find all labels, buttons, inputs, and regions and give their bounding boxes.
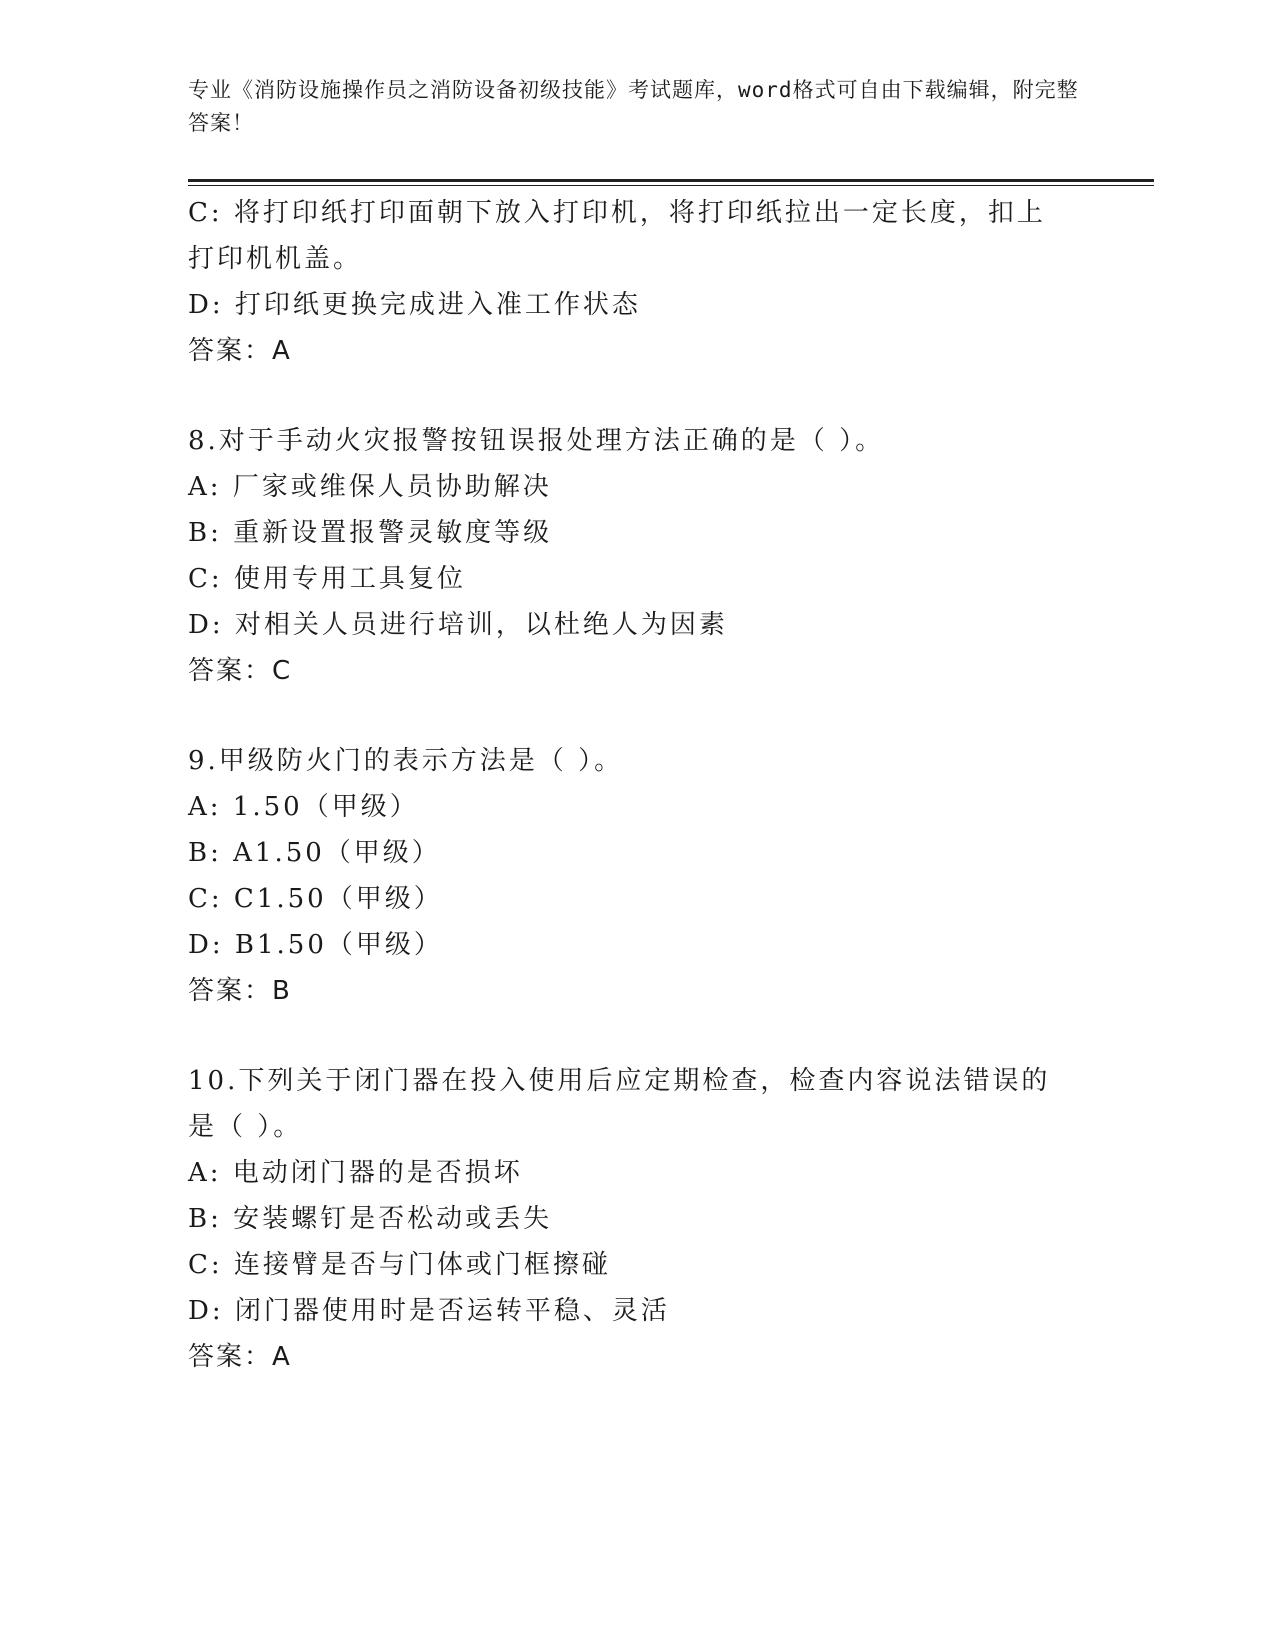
option-c: C: 连接臂是否与门体或门框擦碰 xyxy=(188,1250,611,1280)
option-d: D: B1.50（甲级） xyxy=(188,930,443,960)
answer: 答案：A xyxy=(188,1342,292,1372)
option-b: B: 重新设置报警灵敏度等级 xyxy=(188,518,553,548)
option-c: C: 将打印纸打印面朝下放入打印机，将打印纸拉出一定长度，扣上打印机机盖。 xyxy=(188,198,1046,274)
question-stem: 9.甲级防火门的表示方法是（ ）。 xyxy=(188,746,624,776)
option-b: B: 安装螺钉是否松动或丢失 xyxy=(188,1204,553,1234)
question-stem: 8.对于手动火灾报警按钮误报处理方法正确的是（ ）。 xyxy=(188,426,885,456)
question-10 xyxy=(188,1058,1088,1380)
answer: 答案：A xyxy=(188,336,292,366)
option-d: D: 闭门器使用时是否运转平稳、灵活 xyxy=(188,1296,670,1326)
question-stem: 10.下列关于闭门器在投入使用后应定期检查，检查内容说法错误的是（ ）。 xyxy=(188,1066,1051,1142)
answer: 答案：C xyxy=(188,656,293,686)
page-header: 专业《消防设施操作员之消防设备初级技能》考试题库，word格式可自由下载编辑，附完整答案！ xyxy=(188,78,1079,135)
header-rule-thin xyxy=(188,185,1154,186)
option-a: A: 1.50（甲级） xyxy=(188,792,419,822)
question-list xyxy=(188,190,1088,1424)
option-c: C: 使用专用工具复位 xyxy=(188,564,466,594)
option-c: C: C1.50（甲级） xyxy=(188,884,443,914)
option-a: A: 厂家或维保人员协助解决 xyxy=(188,472,552,502)
option-b: B: A1.50（甲级） xyxy=(188,838,441,868)
option-d: D: 对相关人员进行培训，以杜绝人为因素 xyxy=(188,610,728,640)
option-d: D: 打印纸更换完成进入准工作状态 xyxy=(188,290,641,320)
answer: 答案：B xyxy=(188,976,292,1006)
question-9 xyxy=(188,738,1088,1014)
question-8 xyxy=(188,418,1088,694)
header-rule-thick xyxy=(188,179,1154,182)
partial-question xyxy=(188,190,1088,374)
option-a: A: 电动闭门器的是否损坏 xyxy=(188,1158,523,1188)
